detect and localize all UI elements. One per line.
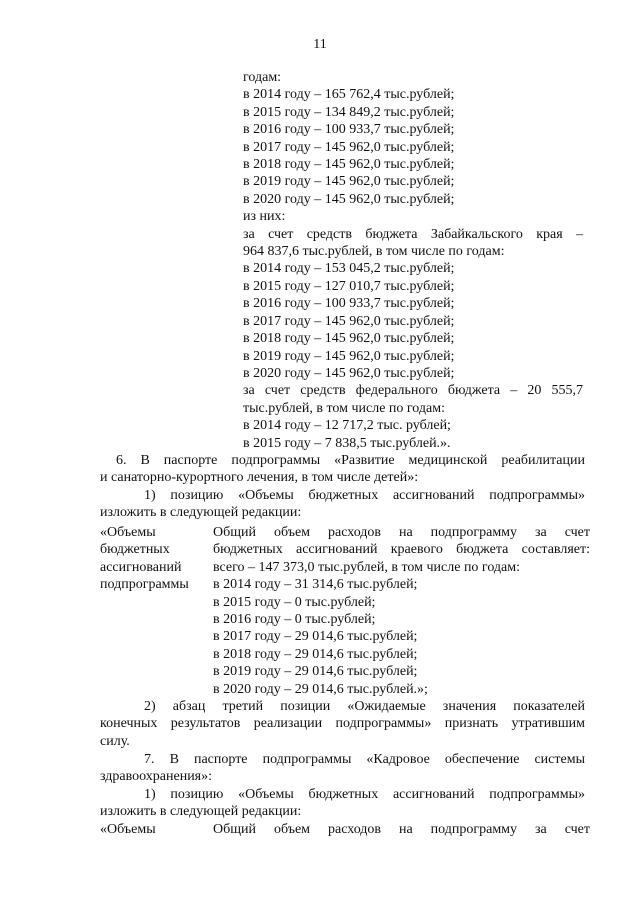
budget-table-6: [100, 524, 590, 698]
table-left-cell: ассигнований: [100, 559, 182, 575]
table-right-line: Общий объем расходов на подпрограмму за счет: [213, 822, 590, 837]
section-6-item-2-line: 2) абзац третий позиции «Ожидаемые значения показателей: [144, 699, 585, 714]
text-line: в 2015 году – 7 838,5 тыс.рублей.».: [243, 435, 451, 451]
section-7-item-1-cont: изложить в следующей редакции:: [100, 804, 302, 820]
table-right-line: бюджетных ассигнований краевого бюджета составляет:: [213, 542, 590, 558]
text-line: в 2019 году – 145 962,0 тыс.рублей;: [243, 174, 455, 190]
table-left-cell: «Объемы: [100, 525, 156, 540]
text-line: в 2019 году – 145 962,0 тыс.рублей;: [243, 348, 455, 364]
text-line: в 2020 году – 145 962,0 тыс.рублей;: [243, 191, 455, 207]
section-6-item-1-cont: изложить в следующей редакции:: [100, 505, 302, 521]
section-7-heading: 7. В паспорте подпрограммы «Кадровое обеспечение системы: [144, 752, 585, 767]
section-6-item-1: 1) позицию «Объемы бюджетных ассигнований подпрограммы»: [144, 487, 585, 503]
text-line: в 2017 году – 145 962,0 тыс.рублей;: [243, 313, 455, 329]
table-right-line: в 2018 году – 29 014,6 тыс.рублей;: [213, 646, 418, 662]
budget-table-7: [100, 821, 590, 838]
funding-by-year-block: [243, 69, 583, 452]
table-left-cell: «Объемы: [100, 822, 156, 837]
text-line: тыс.рублей, в том числе по годам:: [243, 400, 445, 416]
section-7-heading-cont: здравоохранения»:: [100, 769, 213, 785]
section-6-heading-cont: и санаторно-курортного лечения, в том числе детей»:: [100, 470, 419, 486]
text-line: 964 837,6 тыс.рублей, в том числе по годам:: [243, 244, 505, 260]
text-line: в 2015 году – 127 010,7 тыс.рублей;: [243, 278, 455, 294]
text-line: годам:: [243, 70, 282, 85]
text-line: из них:: [243, 209, 286, 225]
section-6: [100, 452, 585, 522]
text-line: в 2018 году – 145 962,0 тыс.рублей;: [243, 331, 455, 347]
text-line: в 2015 году – 134 849,2 тыс.рублей;: [243, 104, 455, 120]
text-line: за счет средств бюджета Забайкальского края –: [243, 226, 583, 242]
section-7: [100, 751, 585, 821]
table-right-line: в 2014 году – 31 314,6 тыс.рублей;: [213, 577, 418, 593]
table-right-line: Общий объем расходов на подпрограмму за счет: [213, 525, 590, 540]
table-right-line: в 2016 году – 0 тыс.рублей;: [213, 612, 376, 628]
table-right-line: в 2017 году – 29 014,6 тыс.рублей;: [213, 629, 418, 645]
text-line: за счет средств федерального бюджета – 20 555,7: [243, 383, 583, 399]
text-line: в 2014 году – 12 717,2 тыс. рублей;: [243, 418, 451, 434]
text-line: в 2020 году – 145 962,0 тыс.рублей;: [243, 365, 455, 381]
page-number: 11: [313, 37, 327, 52]
section-7-item-1: 1) позицию «Объемы бюджетных ассигнований подпрограммы»: [144, 786, 585, 802]
text-line: в 2017 году – 145 962,0 тыс.рублей;: [243, 139, 455, 155]
text-line: в 2016 году – 100 933,7 тыс.рублей;: [243, 122, 455, 138]
section-6-item-2-line: силу.: [100, 733, 130, 749]
section-6-heading: 6. В паспорте подпрограммы «Развитие медицинской реабилитации: [116, 453, 585, 468]
text-line: в 2014 году – 165 762,4 тыс.рублей;: [243, 87, 455, 103]
table-left-cell: бюджетных: [100, 542, 170, 558]
table-right-line: в 2015 году – 0 тыс.рублей;: [213, 594, 376, 610]
section-6-item-2: [100, 698, 585, 750]
table-left-cell: подпрограммы: [100, 577, 189, 593]
table-right-line: в 2020 году – 29 014,6 тыс.рублей.»;: [213, 681, 428, 697]
text-line: в 2014 году – 153 045,2 тыс.рублей;: [243, 261, 455, 277]
text-line: в 2016 году – 100 933,7 тыс.рублей;: [243, 296, 455, 312]
table-right-line: всего – 147 373,0 тыс.рублей, в том числе по годам:: [213, 559, 521, 575]
table-right-line: в 2019 году – 29 014,6 тыс.рублей;: [213, 664, 418, 680]
text-line: в 2018 году – 145 962,0 тыс.рублей;: [243, 157, 455, 173]
section-6-item-2-line: конечных результатов реализации подпрограммы» признать утратившим: [100, 716, 585, 732]
